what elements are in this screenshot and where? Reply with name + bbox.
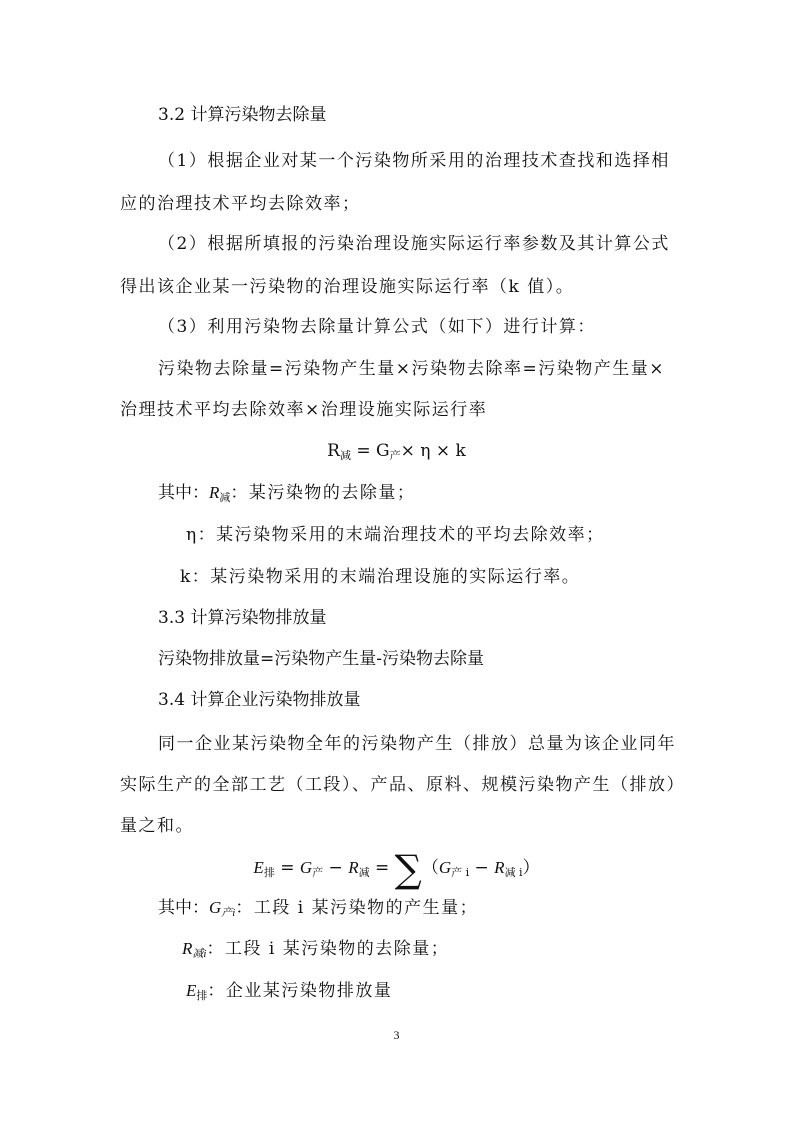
item1-line2: 应的治理技术平均去除效率；	[120, 194, 361, 214]
para-line2: 实际生产的全部工艺（工段）、产品、原料、规模污染物产生（排放）	[120, 775, 685, 795]
summation-symbol: ∑	[394, 847, 422, 891]
removal-formula-text-line1: 污染物去除量=污染物产生量×污染物去除率=污染物产生量×	[158, 359, 665, 379]
heading-3-2: 3.2 计算污染物去除量	[158, 105, 327, 125]
removal-formula: $R_减 = G_产\times \eta \times k$	[327, 441, 466, 462]
enterprise-emission-formula: $E_排 = G_产 - R_减 = \sum(G_{产 i} - R_{减 i})$	[253, 847, 540, 891]
k-description: k：某污染物采用的末端治理设施的实际运行率。	[180, 567, 581, 587]
item2-line1: （2）根据所填报的污染治理设施实际运行率参数及其计算公式	[158, 234, 670, 254]
emission-formula-text: 污染物排放量=污染物产生量-污染物去除量	[158, 649, 484, 669]
where-e-emission: $E_排$：企业某污染物排放量	[186, 981, 393, 1002]
eta-description: η：某污染物采用的末端治理技术的平均去除效率；	[186, 525, 605, 545]
heading-3-3: 3.3 计算污染物排放量	[158, 608, 327, 628]
where-r-removal: 其中：$R_减$：某污染物的去除量；	[158, 483, 416, 504]
removal-formula-text-line2: 治理技术平均去除效率×治理设施实际运行率	[120, 400, 488, 420]
where-g-production: 其中：$G_{产i}$：工段 i 某污染物的产生量；	[158, 898, 479, 919]
heading-3-4: 3.4 计算企业污染物排放量	[158, 690, 361, 710]
page-number: 3	[393, 1028, 400, 1042]
item3: （3）利用污染物去除量计算公式（如下）进行计算：	[158, 317, 596, 337]
para-line1: 同一企业某污染物全年的污染物产生（排放）总量为该企业同年	[158, 734, 676, 754]
para-line3: 量之和。	[120, 816, 194, 836]
where-r-removal-stage: $R_{减i}$：工段 i 某污染物的去除量；	[182, 939, 450, 960]
item2-line2: 得出该企业某一污染物的治理设施实际运行率（k 值）。	[120, 277, 575, 297]
item1-line1: （1）根据企业对某一个污染物所采用的治理技术查找和选择相	[158, 151, 670, 171]
